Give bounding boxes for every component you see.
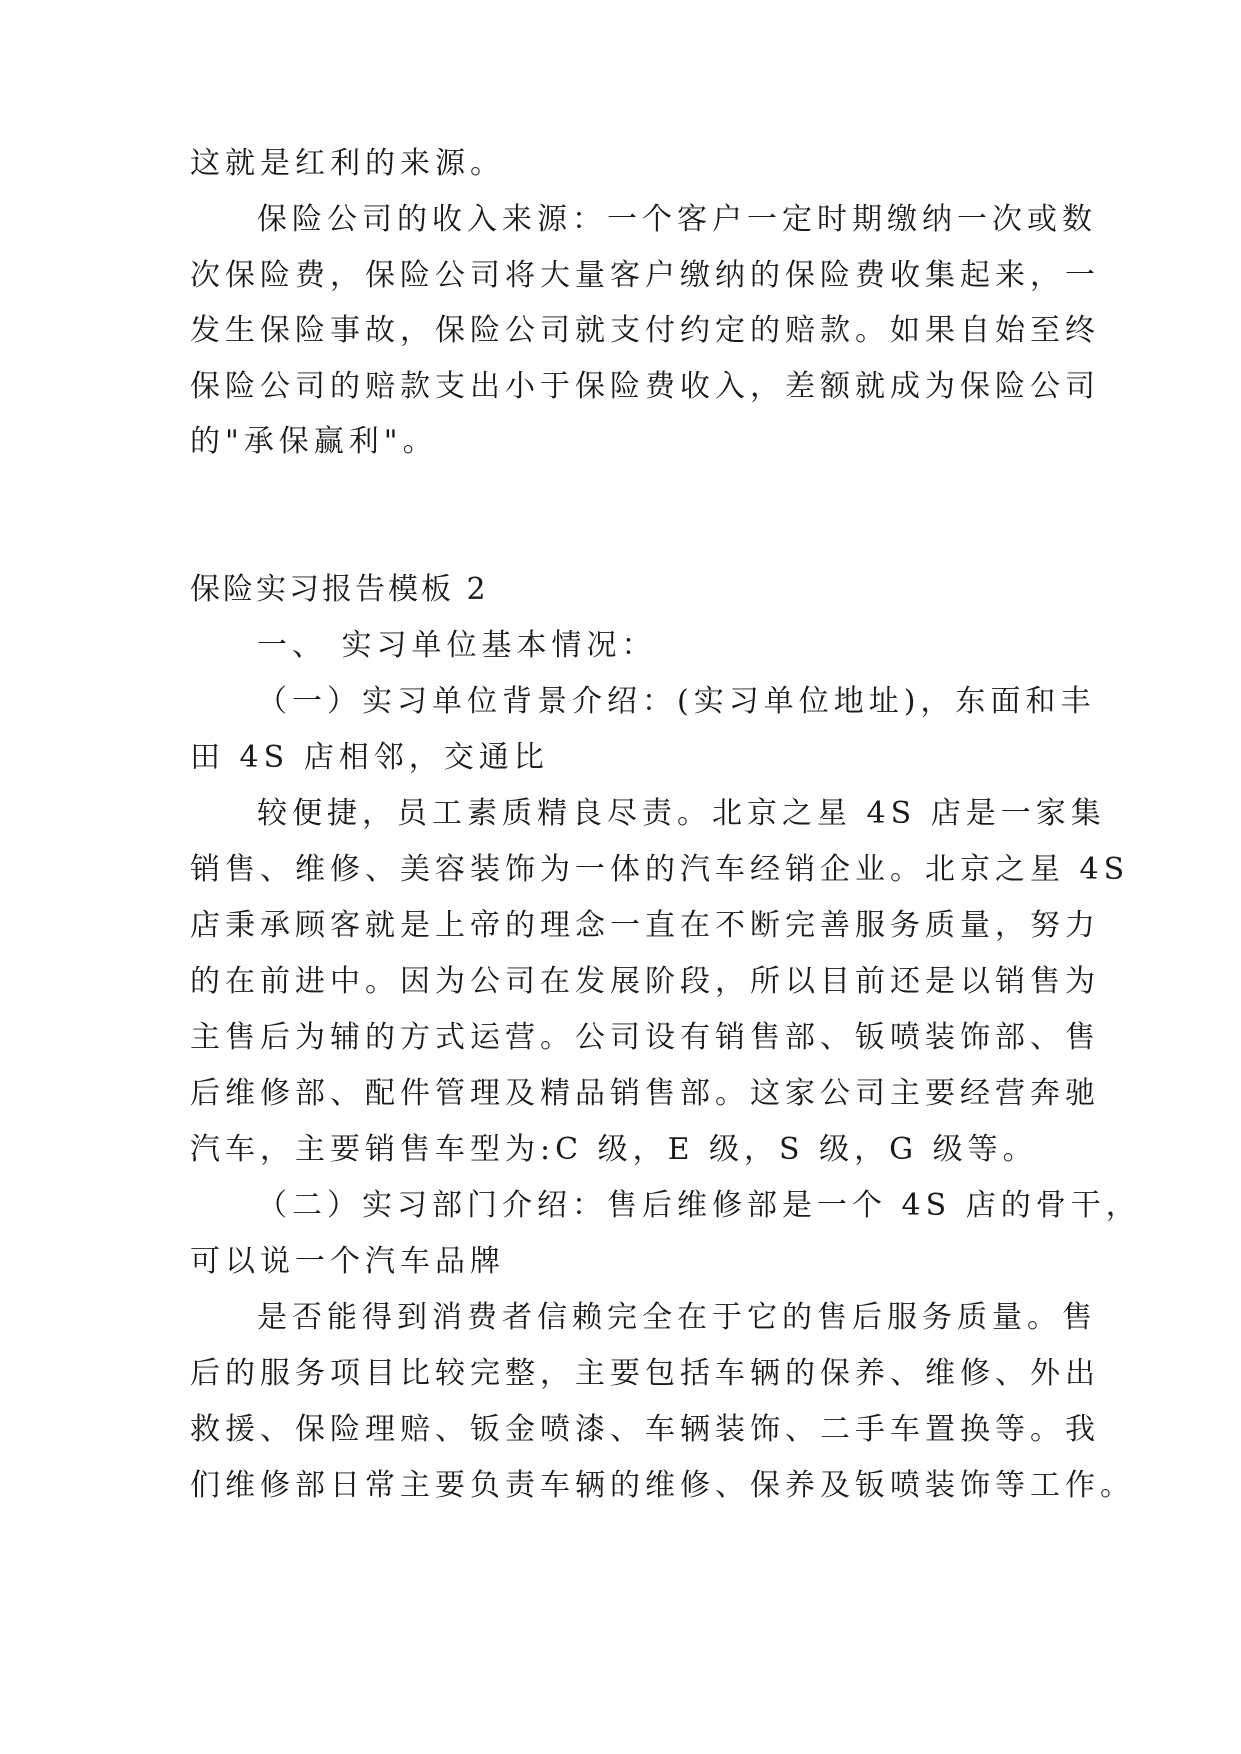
text-line: 田 4S 店相邻，交通比 <box>190 740 549 775</box>
section-heading: 一、 实习单位基本情况： <box>257 628 657 663</box>
paragraph-first-line: 保险公司的收入来源：一个客户一定时期缴纳一次或数 <box>257 202 1097 237</box>
text-line: 汽车，主要销售车型为:C 级，E 级，S 级，G 级等。 <box>190 1132 1038 1167</box>
paragraph-first-line: 较便捷，员工素质精良尽责。北京之星 4S 店是一家集 <box>257 796 1106 831</box>
text-line: 的在前进中。因为公司在发展阶段，所以目前还是以销售为 <box>190 964 1100 999</box>
section-title: 保险实习报告模板 2 <box>190 572 489 607</box>
text-line: 店秉承顾客就是上帝的理念一直在不断完善服务质量，努力 <box>190 908 1100 943</box>
subsection-heading: （一）实习单位背景介绍：(实习单位地址)，东面和丰 <box>257 684 1096 719</box>
text-line: 次保险费，保险公司将大量客户缴纳的保险费收集起来，一 <box>190 258 1100 293</box>
text-line: 这就是红利的来源。 <box>190 146 505 181</box>
text-line: 主售后为辅的方式运营。公司设有销售部、钣喷装饰部、售 <box>190 1020 1100 1055</box>
text-line: 的"承保赢利"。 <box>190 424 438 459</box>
text-line: 后的服务项目比较完整，主要包括车辆的保养、维修、外出 <box>190 1356 1100 1391</box>
paragraph-first-line: 是否能得到消费者信赖完全在于它的售后服务质量。售 <box>257 1300 1097 1335</box>
text-line: 发生保险事故，保险公司就支付约定的赔款。如果自始至终 <box>190 313 1100 348</box>
text-line: 保险公司的赔款支出小于保险费收入，差额就成为保险公司 <box>190 369 1100 404</box>
text-line: 后维修部、配件管理及精品销售部。这家公司主要经营奔驰 <box>190 1076 1100 1111</box>
text-line: 销售、维修、美容装饰为一体的汽车经销企业。北京之星 4S <box>190 852 1130 887</box>
subsection-heading: （二）实习部门介绍：售后维修部是一个 4S 店的骨干， <box>257 1188 1141 1223</box>
text-line: 可以说一个汽车品牌 <box>190 1244 505 1279</box>
text-line: 救援、保险理赔、钣金喷漆、车辆装饰、二手车置换等。我 <box>190 1412 1100 1447</box>
text-line: 们维修部日常主要负责车辆的维修、保养及钣喷装饰等工作。 <box>190 1468 1135 1503</box>
